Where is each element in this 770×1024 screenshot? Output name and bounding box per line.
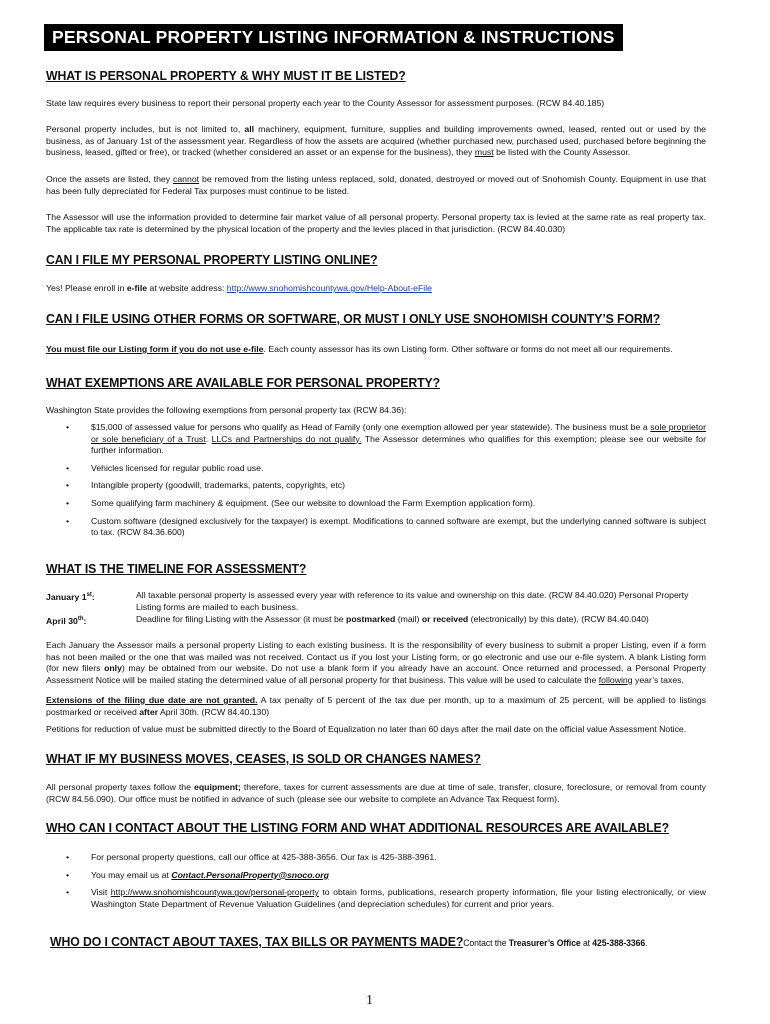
text: $15,000 of assessed value for persons who qualify as Head of Family (only one exemption allowed per year statewide). The business must be a [91,422,651,432]
text: . Each county assessor has its own Listing form. Other software or forms do not meet all our requirements. [263,344,673,354]
list-item [66,516,706,539]
list-item [66,870,706,882]
paragraph-each-january [46,640,706,686]
text: Visit [91,887,111,898]
text-llcs: LLCs and Partnerships do not qualify. [211,433,362,444]
text: April 30th. (RCW 84.40.130) [158,706,270,717]
text: The Assessor determines who qualifies for this exemption; please see our website for further information. [91,433,707,456]
text-only: only [104,663,122,674]
list-item [66,422,706,457]
paragraph-exemptions-intro: Washington State provides the following exemptions from personal property tax (RCW 84.36): [46,405,407,415]
text: be removed from the listing unless replaced, sold, donated, destroyed or moved out of Snohomish County. Equipment in use that has been fully depreciated for Federal Tax purposes must continue to be listed. [46,174,706,196]
heading-business-moves: WHAT IF MY BUSINESS MOVES, CEASES, IS SOLD OR CHANGES NAMES? [46,751,481,766]
text: year’s taxes. [632,674,684,685]
contact-treasurer [463,938,647,948]
bullet: • [66,480,70,491]
paragraph-fair-market-value: The Assessor will use the information provided to determine fair market value of all personal property. Personal property tax is levied at the same rate as real property tax. The applicable tax rate is determined by the physical location of the property and the levies placed in that jurisdiction. (RCW 84.40.030) [46,212,706,234]
text-after: after [139,706,159,717]
text: January 1 [46,591,87,602]
text-all: all [244,124,255,134]
text: . [645,938,648,948]
text: Some qualifying farm machinery & equipment. (See our website to download the Farm Exemption application form). [91,497,536,508]
timeline-date-january [46,590,95,603]
text: A tax penalty of 5 percent of the tax due per month, up to a maximum of 25 percent, will be applied to listings postmarked or received [46,695,706,717]
heading-taxes-contact [50,934,647,949]
link-personal-property-website[interactable]: http://www.snohomishcountywa.gov/personal-property [110,887,319,898]
heading-other-forms: CAN I FILE USING OTHER FORMS OR SOFTWARE, OR MUST I ONLY USE SNOHOMISH COUNTY’S FORM? [46,311,661,326]
bullet: • [66,887,70,898]
page-number: 1 [366,993,373,1008]
text: Personal property includes, but is not limited to, [46,124,245,134]
text-must: must [474,147,494,158]
paragraph-state-law: State law requires every business to report their personal property each year to the County Assessor for assessment purposes. (RCW 84.40.185) [46,98,605,108]
text-sole-proprietor: sole proprietor or sole beneficiary of a Trust [91,422,706,444]
link-email[interactable]: Contact.PersonalProperty@snoco.org [171,869,329,880]
text: Contact the [463,938,509,948]
bullet: • [66,515,70,526]
bullet: • [66,422,70,432]
text: WHO DO I CONTACT ABOUT TAXES, TAX BILLS OR PAYMENTS MADE? [50,934,464,949]
text: Custom software (designed exclusively for the taxpayer) is exempt. Modifications to canned software are exempt, but the underlying canned software is subject to tax. (RCW 84.36.600) [91,515,706,538]
bullet: • [66,852,70,862]
text-cannot: cannot [173,174,200,184]
timeline-april [46,614,706,628]
text: All personal property taxes follow the [46,782,194,792]
text: Vehicles licensed for regular public road use. [91,462,264,473]
text: machinery, equipment, furniture, supplies and building improvements owned, leased, rented out or used by the business, as of January 1st of the assessment year. Regardless of how the assets are acquired (whether purchased new, purchased used, purchased before beginning the business, leased, gifted or free), or tracked (whether considered an asset or an expense for the business), they [46,124,706,158]
text: to obtain forms, publications, research property information, file your listing electronically, or view Washington State Department of Revenue Valuation Guidelines (and depreciation schedules) for current and prior years. [91,887,706,909]
text-extensions-not-granted: Extensions of the filing due date are not granted. [46,695,258,705]
text-treasurer-phone: 425-388-3366 [592,938,646,948]
exemptions-list [66,422,706,539]
contact-list [66,852,706,910]
text: (electronically) by this date). (RCW 84.40.040) [468,614,649,624]
text-or-received: or received [421,614,469,624]
timeline-desc-january: All taxable personal property is assessed every year with reference to its value and ownership on this date. (RCW 84.40.020) Personal Property Listing forms are mailed to each business. [136,590,689,612]
paragraph-taxes-follow-equipment [46,782,706,805]
timeline-date-april [46,614,86,627]
text: April 30 [46,615,78,626]
list-item [66,887,706,910]
heading-what-is-personal-property: WHAT IS PERSONAL PROPERTY & WHY MUST IT BE LISTED? [46,68,406,83]
text: therefore, taxes for current assessments are due at time of sale, transfer, closure, foreclosure, or removal from county (RCW 84.56.090). Our office must be notified in advance of such (please see our website to complete an Advance Tax Request form). [46,782,707,804]
text: at [580,938,593,948]
text: : [83,615,87,626]
heading-exemptions: WHAT EXEMPTIONS ARE AVAILABLE FOR PERSONAL PROPERTY? [46,375,441,390]
bullet: • [66,497,70,508]
list-item [66,480,706,492]
text: For personal property questions, call our office at 425-388-3656. Our fax is 425-388-3961. [91,852,437,862]
text-equipment: equipment; [194,782,241,792]
paragraph-personal-property-includes [46,124,706,159]
text: (mail) [395,614,422,624]
bullet: • [66,462,70,473]
text: Once the assets are listed, they [46,174,173,184]
text-sup: st [86,592,92,598]
list-item [66,852,706,864]
paragraph-listing-form [46,344,706,356]
list-item [66,463,706,475]
text-efile: e-file [126,283,148,293]
timeline-desc-april [136,614,706,626]
paragraph-extensions [46,695,706,718]
heading-file-online: CAN I FILE MY PERSONAL PROPERTY LISTING ONLINE? [46,252,378,267]
text: Each January the Assessor mails a personal property Listing to each existing business. It is the responsibility of every business to submit a proper Listing, even if a form has not been mailed or the one that was mailed was not received. Contact us if you lost your Listing form, or go electronic and use our e-file system. A blank Listing form (for new filers [46,640,706,674]
text: Deadline for filing Listing with the Assessor (it must be [136,614,347,624]
bullet: • [66,869,70,880]
link-efile-website[interactable]: http://www.snohomishcountywa.gov/Help-About-eFile [226,283,433,293]
list-item [66,498,706,510]
paragraph-efile [46,283,706,295]
heading-timeline: WHAT IS THE TIMELINE FOR ASSESSMENT? [46,561,307,576]
paragraph-once-listed [46,174,706,197]
paragraph-petitions: Petitions for reduction of value must be submitted directly to the Board of Equalization no later than 60 days after the mail date on the official value Assessment Notice. [46,724,687,734]
text-sup: th [77,616,84,622]
page-banner-title: PERSONAL PROPERTY LISTING INFORMATION & INSTRUCTIONS [44,24,623,51]
text: You may email us at [91,869,172,880]
text: Intangible property (goodwill, trademarks, patents, copyrights, etc) [91,480,345,491]
text: be listed with the County Assessor. [493,147,631,158]
text: : [91,591,95,602]
text-postmarked: postmarked [346,614,396,624]
heading-who-can-i-contact: WHO CAN I CONTACT ABOUT THE LISTING FORM AND WHAT ADDITIONAL RESOURCES ARE AVAILABLE? [46,820,669,835]
text: at website address: [147,283,227,293]
text: Yes! Please enroll in [46,283,127,293]
text-treasurer: Treasurer’s Office [508,938,581,948]
text-following: following [598,674,633,685]
text: ) may be obtained from our website. Do not use a blank form if you already have an account. Once returned and processed, a Personal Property Assessment Notice will be mailed stating the determined value of all personal property for that business. This value will be used to calculate the [46,663,706,685]
text: . [205,433,212,444]
text-must-file: You must file our Listing form if you do not use e-file [46,344,264,354]
timeline-january [46,590,706,616]
